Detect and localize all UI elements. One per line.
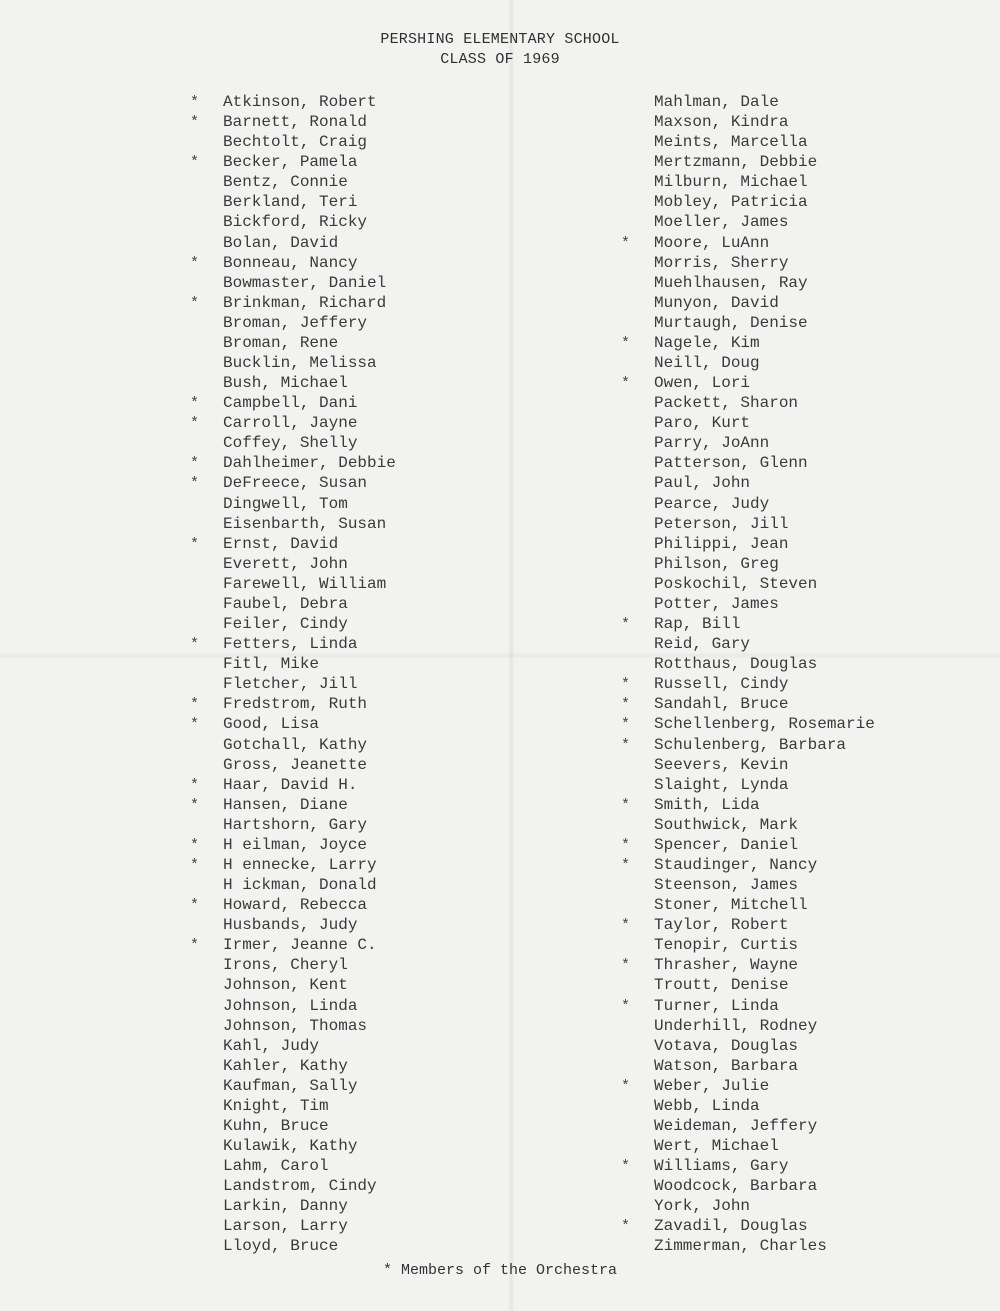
student-entry — [621, 273, 875, 293]
student-entry — [621, 755, 875, 775]
student-name: Becker, Pamela — [223, 153, 358, 172]
student-name: Atkinson, Robert — [223, 93, 377, 111]
student-name: Wert, Michael — [654, 1137, 779, 1156]
student-name: Fletcher, Jill — [223, 675, 358, 694]
student-entry — [190, 333, 396, 353]
student-name: Meints, Marcella — [654, 133, 808, 152]
student-name: Bowmaster, Daniel — [223, 273, 387, 292]
orchestra-marker: * — [621, 676, 631, 694]
orchestra-marker: * — [621, 957, 631, 975]
orchestra-marker: * — [190, 796, 200, 814]
student-entry — [190, 172, 396, 192]
student-name: Irmer, Jeanne C. — [223, 936, 377, 955]
student-name: Steenson, James — [654, 876, 799, 895]
student-entry — [190, 1156, 396, 1176]
student-name: Owen, Lori — [654, 374, 751, 393]
student-name: Packett, Sharon — [654, 394, 799, 413]
student-entry — [621, 92, 875, 112]
orchestra-marker: * — [190, 154, 200, 172]
student-name: Barnett, Ronald — [223, 113, 368, 132]
student-name: Milburn, Michael — [654, 173, 808, 192]
student-name: Howard, Rebecca — [223, 896, 368, 915]
student-name: Underhill, Rodney — [654, 1016, 818, 1035]
student-entry — [190, 293, 396, 313]
student-name: Kulawik, Kathy — [223, 1137, 358, 1156]
student-entry — [190, 775, 396, 795]
student-entry — [190, 1136, 396, 1156]
student-name: Tenopir, Curtis — [654, 936, 799, 955]
student-name: Kahler, Kathy — [223, 1056, 348, 1075]
student-entry — [190, 674, 396, 694]
student-name: Eisenbarth, Susan — [223, 514, 387, 533]
student-entry — [621, 996, 875, 1016]
student-entry — [621, 192, 875, 212]
student-name: Moore, LuAnn — [654, 233, 770, 252]
student-entry — [190, 534, 396, 554]
student-name: Faubel, Debra — [223, 594, 348, 613]
student-entry — [621, 212, 875, 232]
student-entry — [621, 152, 875, 172]
student-entry — [621, 333, 875, 353]
student-name: York, John — [654, 1197, 751, 1216]
student-entry — [190, 594, 396, 614]
student-entry — [190, 212, 396, 232]
student-entry — [621, 132, 875, 152]
student-name: Broman, Jeffery — [223, 313, 368, 332]
student-name: Fredstrom, Ruth — [223, 695, 368, 714]
orchestra-marker: * — [190, 636, 200, 654]
student-entry — [190, 1016, 396, 1036]
student-name: Russell, Cindy — [654, 675, 789, 694]
student-entry — [190, 1116, 396, 1136]
student-name: Reid, Gary — [654, 635, 751, 654]
student-name: Mahlman, Dale — [654, 93, 779, 111]
student-name: Rotthaus, Douglas — [654, 655, 818, 674]
student-name: Woodcock, Barbara — [654, 1177, 818, 1196]
student-entry — [190, 634, 396, 654]
student-entry — [190, 875, 396, 895]
student-name: Mobley, Patricia — [654, 193, 808, 212]
student-name: Weideman, Jeffery — [654, 1116, 818, 1135]
student-entry — [621, 554, 875, 574]
student-entry — [621, 1036, 875, 1056]
student-entry — [190, 935, 396, 955]
orchestra-marker: * — [190, 696, 200, 714]
student-entry — [190, 413, 396, 433]
student-entry — [621, 1016, 875, 1036]
orchestra-marker: * — [621, 997, 631, 1015]
student-name: Gross, Jeanette — [223, 755, 368, 774]
student-entry — [190, 132, 396, 152]
student-name: Husbands, Judy — [223, 916, 358, 935]
student-name: Bolan, David — [223, 233, 339, 252]
student-entry — [621, 735, 875, 755]
orchestra-marker: * — [190, 836, 200, 854]
student-name: Everett, John — [223, 554, 348, 573]
student-name: Johnson, Linda — [223, 996, 358, 1015]
student-entry — [190, 92, 396, 112]
student-entry — [621, 393, 875, 413]
student-entry — [190, 1216, 396, 1236]
orchestra-marker: * — [621, 1218, 631, 1236]
student-name: Slaight, Lynda — [654, 775, 789, 794]
student-entry — [190, 273, 396, 293]
student-entry — [621, 955, 875, 975]
orchestra-marker: * — [190, 776, 200, 794]
student-name: Brinkman, Richard — [223, 293, 387, 312]
student-entry — [190, 433, 396, 453]
orchestra-marker: * — [190, 937, 200, 955]
student-entry — [190, 393, 396, 413]
orchestra-marker: * — [190, 856, 200, 874]
orchestra-marker: * — [190, 114, 200, 132]
student-name: Potter, James — [654, 594, 779, 613]
student-entry — [621, 373, 875, 393]
student-name: Zimmerman, Charles — [654, 1237, 827, 1256]
student-entry — [190, 895, 396, 915]
student-name: Fitl, Mike — [223, 655, 320, 674]
student-name: Votava, Douglas — [654, 1036, 799, 1055]
student-entry — [621, 494, 875, 514]
student-name: Irons, Cheryl — [223, 956, 348, 975]
student-name: Peterson, Jill — [654, 514, 789, 533]
student-name: Taylor, Robert — [654, 916, 789, 935]
student-entry — [621, 1056, 875, 1076]
student-entry — [621, 453, 875, 473]
student-name: DeFreece, Susan — [223, 474, 368, 493]
student-entry — [190, 755, 396, 775]
student-entry — [190, 955, 396, 975]
orchestra-marker: * — [190, 94, 200, 111]
student-entry — [621, 915, 875, 935]
student-name: Haar, David H. — [223, 775, 358, 794]
orchestra-marker: * — [621, 736, 631, 754]
student-name: Schellenberg, Rosemarie — [654, 715, 875, 734]
student-entry — [621, 253, 875, 273]
student-entry — [621, 413, 875, 433]
document-title: PERSHING ELEMENTARY SCHOOL — [380, 31, 620, 48]
orchestra-marker: * — [621, 234, 631, 252]
student-name: H ickman, Donald — [223, 876, 377, 895]
student-entry — [621, 473, 875, 493]
orchestra-marker: * — [190, 475, 200, 493]
student-entry — [621, 775, 875, 795]
student-entry — [621, 1156, 875, 1176]
student-name: Carroll, Jayne — [223, 414, 358, 433]
student-name: Webb, Linda — [654, 1096, 760, 1115]
student-name: Maxson, Kindra — [654, 113, 789, 132]
student-entry — [190, 1236, 396, 1256]
student-entry — [190, 373, 396, 393]
orchestra-marker: * — [621, 716, 631, 734]
student-name: Larson, Larry — [223, 1217, 348, 1236]
student-name: Gotchall, Kathy — [223, 735, 368, 754]
student-entry — [621, 353, 875, 373]
student-name: Ernst, David — [223, 534, 339, 553]
student-name: Larkin, Danny — [223, 1197, 348, 1216]
student-entry — [621, 433, 875, 453]
student-name: Troutt, Denise — [654, 976, 789, 995]
student-entry — [621, 1216, 875, 1236]
orchestra-marker: * — [621, 375, 631, 393]
orchestra-marker: * — [190, 716, 200, 734]
student-entry — [190, 253, 396, 273]
student-name: Lloyd, Bruce — [223, 1237, 339, 1256]
student-entry — [621, 694, 875, 714]
student-entry — [190, 514, 396, 534]
student-name: Dingwell, Tom — [223, 494, 348, 513]
student-name: Muehlhausen, Ray — [654, 273, 808, 292]
student-entry — [190, 1096, 396, 1116]
student-entry — [621, 534, 875, 554]
student-entry — [621, 654, 875, 674]
student-name: Kaufman, Sally — [223, 1076, 358, 1095]
orchestra-marker: * — [621, 836, 631, 854]
student-name: Smith, Lida — [654, 795, 760, 814]
student-name: Neill, Doug — [654, 354, 760, 373]
student-entry — [621, 614, 875, 634]
student-entry — [190, 1196, 396, 1216]
student-name: Knight, Tim — [223, 1096, 329, 1115]
student-entry — [190, 1036, 396, 1056]
student-name: Schulenberg, Barbara — [654, 735, 847, 754]
student-entry — [621, 795, 875, 815]
student-name: Weber, Julie — [654, 1076, 770, 1095]
student-name: Bechtolt, Craig — [223, 133, 368, 152]
orchestra-footnote: * Members of the Orchestra — [382, 1262, 618, 1279]
student-name: Seevers, Kevin — [654, 755, 789, 774]
student-entry — [621, 855, 875, 875]
student-entry — [190, 152, 396, 172]
student-name: Fetters, Linda — [223, 635, 358, 654]
student-entry — [190, 554, 396, 574]
student-entry — [190, 714, 396, 734]
orchestra-marker: * — [621, 1077, 631, 1095]
student-name: Hansen, Diane — [223, 795, 348, 814]
student-name: Stoner, Mitchell — [654, 896, 808, 915]
student-entry — [621, 895, 875, 915]
student-name: Campbell, Dani — [223, 394, 358, 413]
student-entry — [621, 674, 875, 694]
student-name: Dahlheimer, Debbie — [223, 454, 396, 473]
student-name: Staudinger, Nancy — [654, 855, 818, 874]
student-name: Philson, Greg — [654, 554, 779, 573]
student-name: Nagele, Kim — [654, 333, 760, 352]
student-entry — [621, 634, 875, 654]
student-entry — [621, 935, 875, 955]
student-name: Parry, JoAnn — [654, 434, 770, 453]
orchestra-marker: * — [190, 294, 200, 312]
student-name: Landstrom, Cindy — [223, 1177, 377, 1196]
student-entry — [190, 453, 396, 473]
student-name: Morris, Sherry — [654, 253, 789, 272]
student-entry — [621, 233, 875, 253]
student-entry — [190, 473, 396, 493]
student-name: H ennecke, Larry — [223, 855, 377, 874]
orchestra-marker: * — [621, 856, 631, 874]
orchestra-marker: * — [621, 616, 631, 634]
student-name: Poskochil, Steven — [654, 574, 818, 593]
student-entry — [621, 293, 875, 313]
student-name: Johnson, Thomas — [223, 1016, 368, 1035]
student-entry — [190, 574, 396, 594]
student-name: Hartshorn, Gary — [223, 815, 368, 834]
student-name: Kahl, Judy — [223, 1036, 320, 1055]
student-name: Feiler, Cindy — [223, 615, 348, 634]
student-entry — [621, 1096, 875, 1116]
student-name: Turner, Linda — [654, 996, 779, 1015]
student-entry — [621, 815, 875, 835]
orchestra-marker: * — [190, 415, 200, 433]
student-entry — [190, 192, 396, 212]
student-entry — [190, 855, 396, 875]
student-list-right — [621, 92, 875, 1257]
student-name: Bonneau, Nancy — [223, 253, 358, 272]
student-name: Bentz, Connie — [223, 173, 348, 192]
student-entry — [621, 975, 875, 995]
student-name: Southwick, Mark — [654, 815, 799, 834]
student-entry — [190, 233, 396, 253]
student-entry — [190, 614, 396, 634]
student-entry — [190, 353, 396, 373]
student-entry — [621, 1236, 875, 1256]
student-entry — [190, 112, 396, 132]
student-name: H eilman, Joyce — [223, 835, 368, 854]
student-name: Paro, Kurt — [654, 414, 751, 433]
student-entry — [190, 735, 396, 755]
orchestra-marker: * — [621, 796, 631, 814]
student-entry — [190, 1076, 396, 1096]
document-subtitle: CLASS OF 1969 — [440, 51, 560, 68]
student-entry — [190, 1176, 396, 1196]
student-name: Good, Lisa — [223, 715, 320, 734]
student-entry — [190, 996, 396, 1016]
student-entry — [190, 494, 396, 514]
orchestra-marker: * — [190, 897, 200, 915]
student-entry — [621, 313, 875, 333]
student-list-left — [190, 92, 396, 1257]
orchestra-marker: * — [190, 254, 200, 272]
orchestra-marker: * — [190, 395, 200, 413]
student-name: Rap, Bill — [654, 615, 741, 634]
orchestra-marker: * — [190, 535, 200, 553]
orchestra-marker: * — [621, 696, 631, 714]
student-name: Philippi, Jean — [654, 534, 789, 553]
orchestra-marker: * — [621, 1158, 631, 1176]
student-entry — [190, 654, 396, 674]
student-name: Moeller, James — [654, 213, 789, 232]
student-entry — [621, 1136, 875, 1156]
student-entry — [621, 1196, 875, 1216]
orchestra-marker: * — [621, 917, 631, 935]
student-entry — [621, 112, 875, 132]
student-entry — [190, 815, 396, 835]
student-name: Kuhn, Bruce — [223, 1116, 329, 1135]
student-name: Coffey, Shelly — [223, 434, 358, 453]
student-name: Bickford, Ricky — [223, 213, 368, 232]
student-name: Pearce, Judy — [654, 494, 770, 513]
student-entry — [621, 172, 875, 192]
student-name: Bucklin, Melissa — [223, 354, 377, 373]
orchestra-marker: * — [190, 455, 200, 473]
student-entry — [190, 694, 396, 714]
student-entry — [190, 313, 396, 333]
student-name: Thrasher, Wayne — [654, 956, 799, 975]
student-name: Lahm, Carol — [223, 1157, 329, 1176]
student-name: Williams, Gary — [654, 1157, 789, 1176]
orchestra-marker: * — [621, 334, 631, 352]
student-name: Bush, Michael — [223, 374, 348, 393]
student-entry — [190, 915, 396, 935]
student-entry — [621, 514, 875, 534]
student-entry — [621, 574, 875, 594]
student-entry — [190, 975, 396, 995]
student-entry — [190, 795, 396, 815]
student-name: Patterson, Glenn — [654, 454, 808, 473]
student-name: Mertzmann, Debbie — [654, 153, 818, 172]
student-name: Sandahl, Bruce — [654, 695, 789, 714]
student-name: Berkland, Teri — [223, 193, 358, 212]
student-entry — [621, 875, 875, 895]
student-name: Zavadil, Douglas — [654, 1217, 808, 1236]
student-name: Spencer, Daniel — [654, 835, 799, 854]
student-entry — [190, 1056, 396, 1076]
student-name: Farewell, William — [223, 574, 387, 593]
student-entry — [621, 714, 875, 734]
student-name: Munyon, David — [654, 293, 779, 312]
student-name: Murtaugh, Denise — [654, 313, 808, 332]
student-entry — [621, 594, 875, 614]
student-entry — [621, 1176, 875, 1196]
student-name: Broman, Rene — [223, 333, 339, 352]
student-name: Watson, Barbara — [654, 1056, 799, 1075]
student-entry — [190, 835, 396, 855]
student-entry — [621, 1116, 875, 1136]
student-name: Paul, John — [654, 474, 751, 493]
student-entry — [621, 1076, 875, 1096]
student-name: Johnson, Kent — [223, 976, 348, 995]
student-entry — [621, 835, 875, 855]
